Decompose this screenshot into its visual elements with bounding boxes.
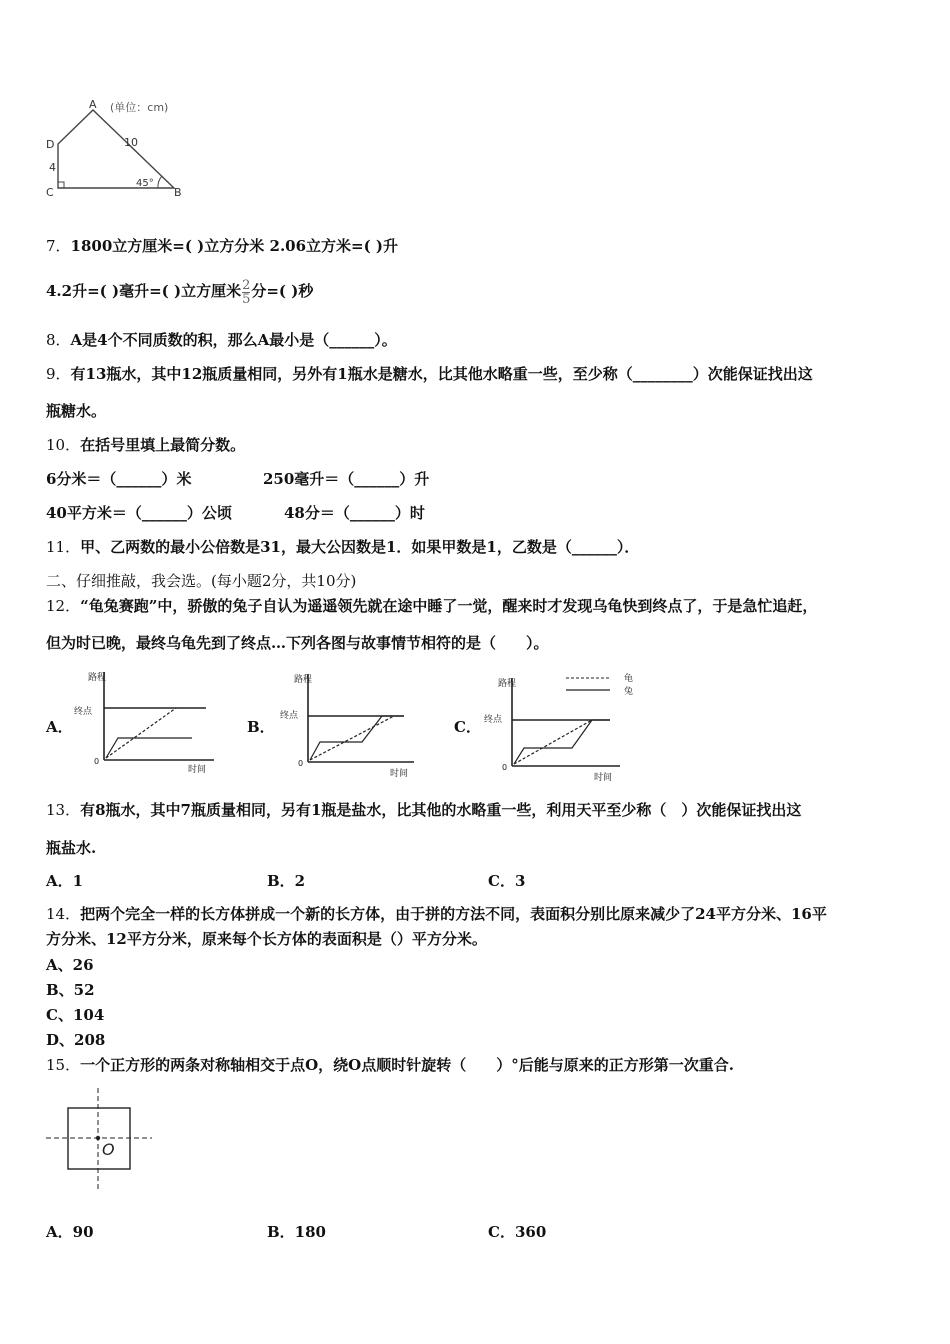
q13-line1 <box>46 800 801 820</box>
q10-item-b: 250毫升＝（______）升 <box>263 470 430 488</box>
graph-b-y-axis: 路程 <box>294 675 313 685</box>
graph-b <box>278 666 438 778</box>
q9-line2: 瓶糖水。 <box>46 402 107 420</box>
legend-rabbit-label: 兔 <box>624 687 634 697</box>
q7-line2 <box>46 276 313 306</box>
q13-option-a[interactable]: A．1 <box>46 872 84 890</box>
center-point <box>96 1136 100 1140</box>
q9-line1 <box>46 364 813 384</box>
graph-c-y-axis: 路程 <box>498 679 517 689</box>
q11-number: 11． <box>46 538 81 556</box>
q12-option-c[interactable]: C． <box>454 718 481 736</box>
q7-fraction <box>242 279 250 306</box>
graph-b-turtle-line <box>310 716 394 760</box>
q14-text1: 把两个完全一样的长方体拼成一个新的长方体，由于拼的方法不同，表面积分别比原来减少了24平方分米、16平 <box>80 905 827 923</box>
side-dc-length: 4 <box>49 161 56 174</box>
q15-option-a[interactable]: A．90 <box>46 1223 94 1241</box>
unit-note: (单位：cm) <box>110 101 169 114</box>
q12-line2: 但为时已晚，最终乌龟先到了终点…下列各图与故事情节相符的是（ ）。 <box>46 634 549 652</box>
angle-b: 45° <box>136 178 154 189</box>
graph-a-x-axis: 时间 <box>188 765 207 775</box>
graph-a-turtle-line <box>106 708 176 758</box>
label-a: A <box>89 98 97 111</box>
legend-turtle-label: 龟 <box>624 674 634 684</box>
q9-text1: 有13瓶水，其中12瓶质量相同，另外有1瓶水是糖水，比其他水略重一些，至少称（________）次能保证找出这 <box>70 365 813 383</box>
q10-item-c: 40平方米＝（______）公顷 <box>46 504 232 522</box>
graph-a-y-axis: 路程 <box>88 673 107 683</box>
q8-text: A是4个不同质数的积，那么A最小是（______）。 <box>70 331 397 349</box>
label-b: B <box>174 186 182 199</box>
center-label: O <box>102 1140 115 1159</box>
q7-frac-den: 5 <box>242 291 251 307</box>
q10-item-a: 6分米＝（______）米 <box>46 470 192 488</box>
q12-option-b[interactable]: B． <box>247 718 275 736</box>
graph-c-origin: 0 <box>502 763 508 772</box>
q14-option-a[interactable]: A、26 <box>46 956 94 974</box>
q14-option-d[interactable]: D、208 <box>46 1031 106 1049</box>
q15-text: 一个正方形的两条对称轴相交于点O，绕O点顺时针旋转（ ）°后能与原来的正方形第一次重合. <box>80 1056 734 1074</box>
q14-line1 <box>46 904 827 924</box>
q14-option-c[interactable]: C、104 <box>46 1006 105 1024</box>
q10-title <box>46 435 245 455</box>
section2-title: 二、仔细推敲，我会选。(每小题2分，共10分) <box>46 572 357 590</box>
q12-option-a[interactable]: A． <box>46 718 73 736</box>
q15-number: 15． <box>46 1056 81 1074</box>
q7-line1 <box>46 236 398 256</box>
q15-option-c[interactable]: C．360 <box>488 1223 547 1241</box>
q11 <box>46 537 639 557</box>
q7-text1: 1800立方厘米=( )立方分米 2.06立方米=( )升 <box>70 237 399 255</box>
q13-text1: 有8瓶水，其中7瓶质量相同，另有1瓶是盐水，比其他的水略重一些，利用天平至少称（ ）次能保证找出这 <box>80 801 802 819</box>
q8-number: 8． <box>46 331 71 349</box>
graph-b-finish: 终点 <box>280 711 299 721</box>
q8 <box>46 330 397 350</box>
label-c: C <box>46 186 54 199</box>
q7-frac-num: 2 <box>242 277 251 293</box>
trapezoid-figure <box>40 96 200 200</box>
q13-number: 13． <box>46 801 81 819</box>
graph-a <box>68 666 228 778</box>
q9-number: 9． <box>46 365 71 383</box>
graph-a-finish: 终点 <box>74 707 93 717</box>
q7-text2-post: 分=( )秒 <box>251 282 314 300</box>
q14-option-b[interactable]: B、52 <box>46 981 95 999</box>
side-ab-length: 10 <box>124 136 138 149</box>
q14-line2: 方分米、12平方分米，原来每个长方体的表面积是（）平方分米。 <box>46 930 487 948</box>
graph-b-origin: 0 <box>298 759 304 768</box>
graph-a-rabbit-line <box>106 738 192 758</box>
graph-c <box>480 666 650 784</box>
q13-option-b[interactable]: B．2 <box>267 872 306 890</box>
q7-text2-pre: 4.2升=( )毫升=( )立方厘米 <box>46 282 242 300</box>
q12-line1 <box>46 596 817 616</box>
q10-item-d: 48分＝（______）时 <box>284 504 425 522</box>
label-d: D <box>46 138 55 151</box>
q12-number: 12． <box>46 597 81 615</box>
q11-text: 甲、乙两数的最小公倍数是31，最大公因数是1．如果甲数是1，乙数是（______）． <box>80 538 640 556</box>
q15-option-b[interactable]: B．180 <box>267 1223 326 1241</box>
q7-number: 7． <box>46 237 71 255</box>
q15 <box>46 1055 734 1075</box>
q13-line2: 瓶盐水. <box>46 839 97 857</box>
graph-b-rabbit-line <box>310 716 404 760</box>
q10-text: 在括号里填上最简分数。 <box>80 436 246 454</box>
graph-c-turtle-line <box>514 720 592 764</box>
graph-c-x-axis: 时间 <box>594 773 613 783</box>
q10-number: 10． <box>46 436 81 454</box>
q12-text1: “龟兔赛跑”中，骄傲的兔子自认为遥遥领先就在途中睡了一觉，醒来时才发现乌龟快到终点了，于是急忙追赶， <box>80 597 818 615</box>
q14-number: 14． <box>46 905 81 923</box>
graph-c-rabbit-line <box>514 720 610 764</box>
graph-a-origin: 0 <box>94 757 100 766</box>
q13-option-c[interactable]: C．3 <box>488 872 526 890</box>
graph-c-finish: 终点 <box>484 715 503 725</box>
square-figure <box>44 1088 156 1194</box>
graph-b-x-axis: 时间 <box>390 769 409 778</box>
